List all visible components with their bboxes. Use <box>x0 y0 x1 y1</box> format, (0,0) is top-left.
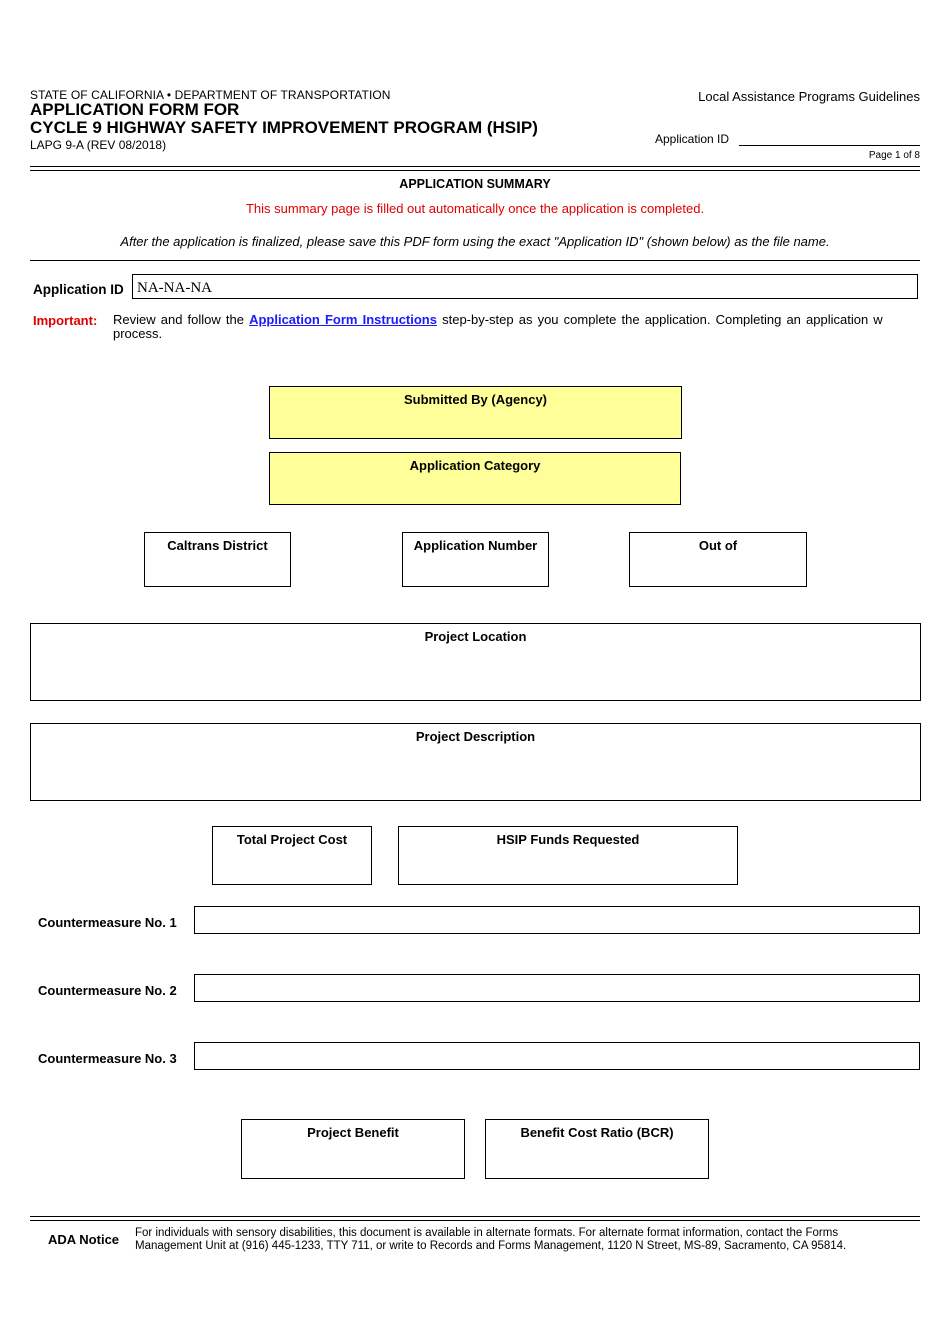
benefit-cost-ratio-label: Benefit Cost Ratio (BCR) <box>520 1125 674 1140</box>
form-number: LAPG 9-A (REV 08/2018) <box>30 138 167 152</box>
application-number-label: Application Number <box>413 538 538 553</box>
total-project-cost-field[interactable] <box>212 826 372 885</box>
form-title-line2: CYCLE 9 HIGHWAY SAFETY IMPROVEMENT PROGRAM (HSIP) <box>30 118 538 137</box>
header-divider-bottom <box>30 170 920 171</box>
countermeasure-3-field[interactable] <box>194 1042 920 1070</box>
save-instructions: After the application is finalized, please save this PDF form using the exact "Application ID" (shown below) as the file name. <box>120 234 830 249</box>
project-description-field[interactable] <box>30 723 921 801</box>
footer-divider-top <box>30 1216 920 1217</box>
caltrans-district-label: Caltrans District <box>167 538 268 553</box>
important-text-after: step-by-step as you complete the application. Completing an application w <box>436 313 883 327</box>
application-category-field[interactable] <box>269 452 681 505</box>
application-category-label: Application Category <box>409 458 541 473</box>
guidelines-title: Local Assistance Programs Guidelines <box>698 89 920 104</box>
hsip-funds-requested-field[interactable] <box>398 826 738 885</box>
important-label: Important: <box>33 313 98 328</box>
project-description-label: Project Description <box>415 729 536 744</box>
ada-notice-label: ADA Notice <box>48 1232 120 1247</box>
caltrans-district-field[interactable] <box>144 532 291 587</box>
form-title <box>30 101 538 137</box>
ada-notice-line1: For individuals with sensory disabilities, this document is available in alternate formats. For alternate format information, contact the Forms <box>135 1227 839 1239</box>
important-text-line2: process. <box>113 326 163 341</box>
countermeasure-2-label: Countermeasure No. 2 <box>38 983 177 998</box>
countermeasure-1-field[interactable] <box>194 906 920 934</box>
section-title: APPLICATION SUMMARY <box>399 177 551 191</box>
project-benefit-label: Project Benefit <box>307 1125 399 1140</box>
important-text-before: Review and follow the <box>113 313 250 327</box>
agency-line: STATE OF CALIFORNIA • DEPARTMENT OF TRANSPORTATION <box>30 88 391 102</box>
countermeasure-1-label: Countermeasure No. 1 <box>38 915 177 930</box>
countermeasure-2-field[interactable] <box>194 974 920 1002</box>
hsip-funds-requested-label: HSIP Funds Requested <box>496 832 640 847</box>
header-divider-top <box>30 166 920 167</box>
submitted-by-field[interactable] <box>269 386 682 439</box>
header-application-id-label: Application ID <box>655 132 730 146</box>
submitted-by-label: Submitted By (Agency) <box>403 392 547 407</box>
form-title-line1: APPLICATION FORM FOR <box>30 100 240 119</box>
project-location-label: Project Location <box>424 629 527 644</box>
project-benefit-field[interactable] <box>241 1119 465 1179</box>
instructions-link[interactable]: Application Form Instructions <box>249 313 437 327</box>
out-of-field[interactable] <box>629 532 807 587</box>
important-text <box>113 313 920 343</box>
footer-divider-bottom <box>30 1220 920 1221</box>
ada-notice-line2: Management Unit at (916) 445-1233, TTY 711, or write to Records and Forms Management, 1120 N Street, MS-89, Sacramento, CA 95814. <box>135 1239 847 1252</box>
page-indicator: Page 1 of 8 <box>868 150 920 161</box>
project-location-field[interactable] <box>30 623 921 701</box>
ada-notice-text <box>135 1227 925 1252</box>
summary-divider <box>30 260 920 261</box>
header-application-id-field[interactable] <box>739 145 920 146</box>
out-of-label: Out of <box>698 538 738 553</box>
application-number-field[interactable] <box>402 532 549 587</box>
countermeasure-3-label: Countermeasure No. 3 <box>38 1051 177 1066</box>
benefit-cost-ratio-field[interactable] <box>485 1119 709 1179</box>
total-project-cost-label: Total Project Cost <box>236 832 348 847</box>
application-id-label: Application ID <box>33 282 124 297</box>
auto-fill-note: This summary page is filled out automatically once the application is completed. <box>245 201 705 216</box>
application-id-field[interactable]: NA-NA-NA <box>132 274 918 299</box>
